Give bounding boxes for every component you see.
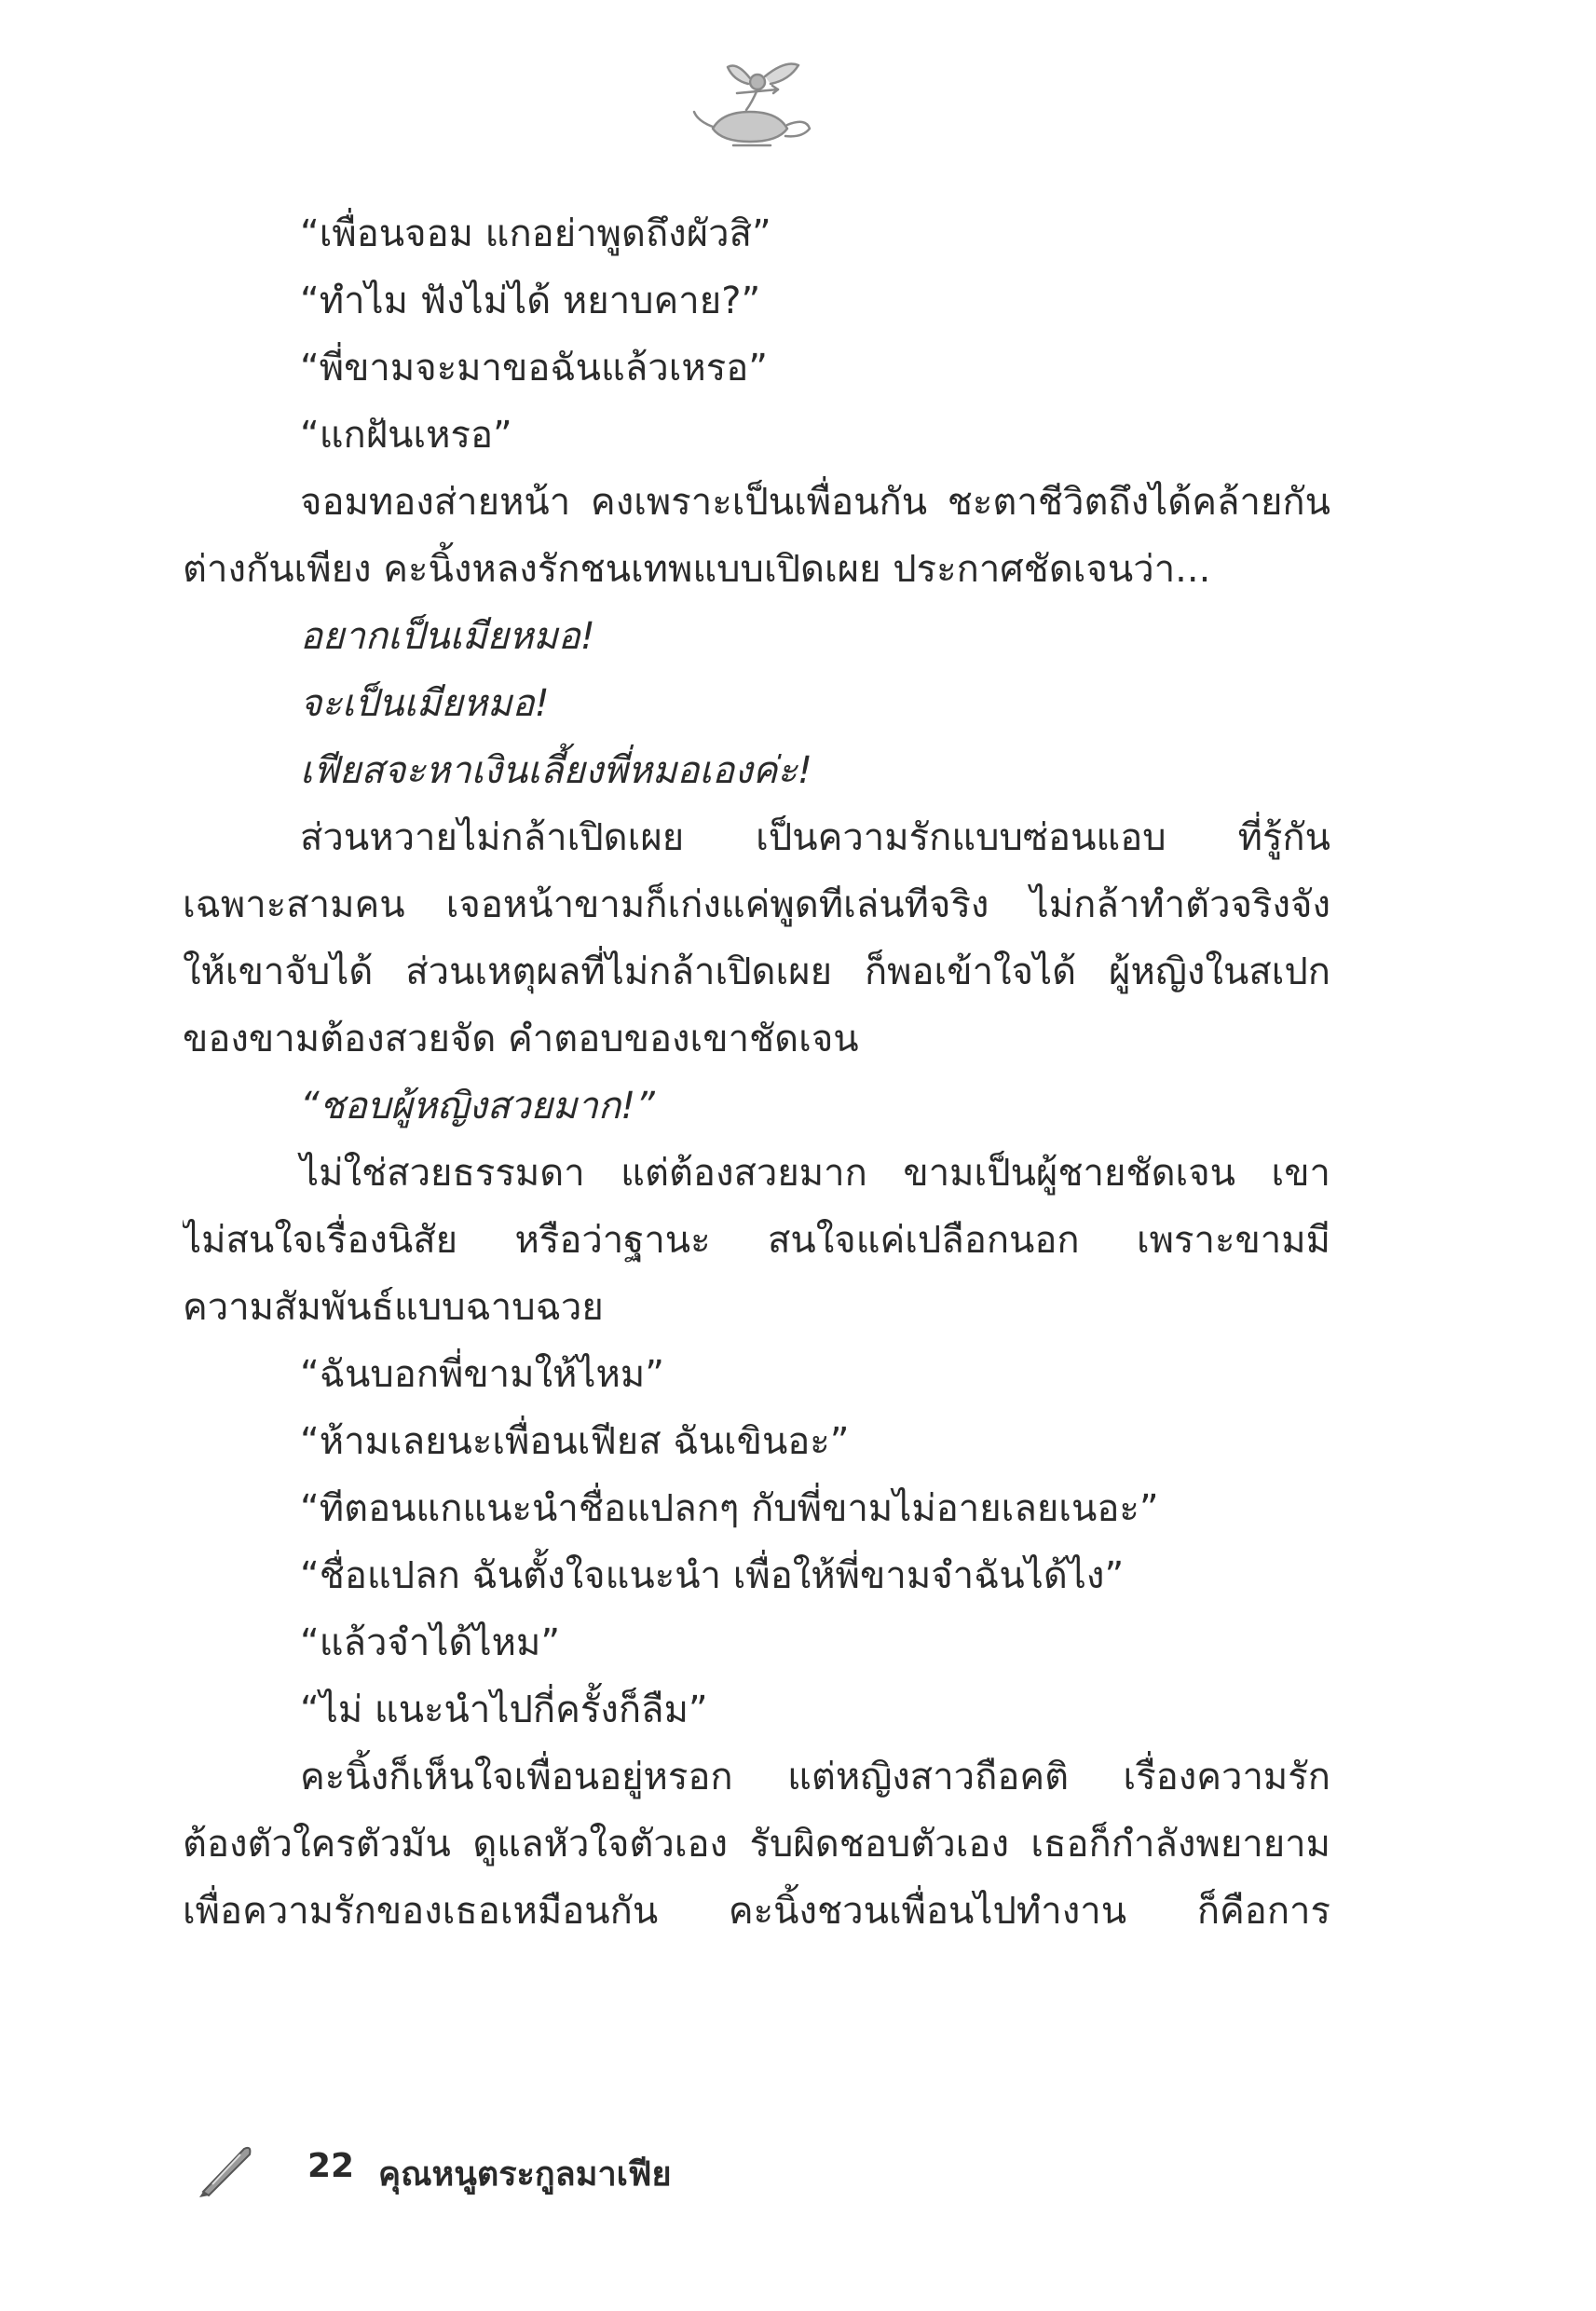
text-line-19: “ห้ามเลยนะเพื่อนเฟียส ฉันเขินอะ” (300, 1420, 850, 1463)
text-line-21: “ชื่อแปลก ฉันตั้งใจแนะนำ เพื่อให้พี่ขามจำฉันได้ไง” (300, 1554, 1125, 1597)
text-line-10: ส่วนหวายไม่กล้าเปิดเผย เป็นความรักแบบซ่อนแอบ ที่รู้กัน (300, 816, 1330, 859)
text-line-24: คะนิ้งก็เห็นใจเพื่อนอยู่หรอก แต่หญิงสาวถือคติ เรื่องความรัก (300, 1756, 1330, 1798)
text-line-3: “พี่ขามจะมาขอฉันแล้วเหรอ” (300, 347, 768, 390)
page-footer (196, 2141, 848, 2197)
text-line-11: เฉพาะสามคน เจอหน้าขามก็เก่งแค่พูดทีเล่นทีจริง ไม่กล้าทำตัวจริงจัง (183, 883, 1330, 926)
text-line-13: ของขามต้องสวยจัด คำตอบของเขาชัดเจน (183, 1018, 859, 1060)
text-line-5: จอมทองส่ายหน้า คงเพราะเป็นเพื่อนกัน ชะตาชีวิตถึงได้คล้ายกัน (300, 481, 1330, 524)
text-line-23: “ไม่ แนะนำไปกี่ครั้งก็ลืม” (300, 1689, 708, 1731)
text-line-1: “เพื่อนจอม แกอย่าพูดถึงผัวสิ” (300, 212, 771, 255)
text-line-16: ไม่สนใจเรื่องนิสัย หรือว่าฐานะ สนใจแค่เปลือกนอก เพราะขามมี (183, 1219, 1330, 1262)
text-line-20: “ทีตอนแกแนะนำชื่อแปลกๆ กับพี่ขามไม่อายเลยเนอะ” (300, 1487, 1159, 1530)
text-line-18: “ฉันบอกพี่ขามให้ไหม” (300, 1353, 664, 1396)
page-text (183, 200, 1330, 1945)
text-line-22: “แล้วจำได้ไหม” (300, 1621, 561, 1664)
text-line-8: จะเป็นเมียหมอ! (300, 682, 550, 725)
quill-pen-icon (196, 2141, 255, 2197)
text-line-7: อยากเป็นเมียหมอ! (300, 615, 595, 658)
text-line-25: ต้องตัวใครตัวมัน ดูแลหัวใจตัวเอง รับผิดชอบตัวเอง เธอก็กำลังพยายาม (183, 1823, 1330, 1866)
book-title: คุณหนูตระกูลมาเฟีย (378, 2155, 672, 2194)
text-line-15: ไม่ใช่สวยธรรมดา แต่ต้องสวยมาก ขามเป็นผู้ชายชัดเจน เขา (300, 1152, 1330, 1195)
cupid-teapot-logo-icon (685, 56, 825, 158)
text-line-4: “แกฝันเหรอ” (300, 414, 512, 457)
text-line-14: “ชอบผู้หญิงสวยมาก!” (300, 1085, 655, 1128)
header-logo (685, 56, 825, 158)
text-line-6: ต่างกันเพียง คะนิ้งหลงรักชนเทพแบบเปิดเผย ประกาศชัดเจนว่า... (183, 548, 1211, 591)
text-line-9: เฟียสจะหาเงินเลี้ยงพี่หมอเองค่ะ! (300, 749, 812, 792)
text-line-17: ความสัมพันธ์แบบฉาบฉวย (183, 1286, 604, 1329)
page-number: 22 (307, 2147, 355, 2185)
text-line-12: ให้เขาจับได้ ส่วนเหตุผลที่ไม่กล้าเปิดเผย ก็พอเข้าใจได้ ผู้หญิงในสเปก (183, 950, 1330, 993)
text-line-2: “ทำไม ฟังไม่ได้ หยาบคาย?” (300, 280, 761, 322)
text-line-26: เพื่อความรักของเธอเหมือนกัน คะนิ้งชวนเพื่อนไปทำงาน ก็คือการ (183, 1890, 1330, 1933)
